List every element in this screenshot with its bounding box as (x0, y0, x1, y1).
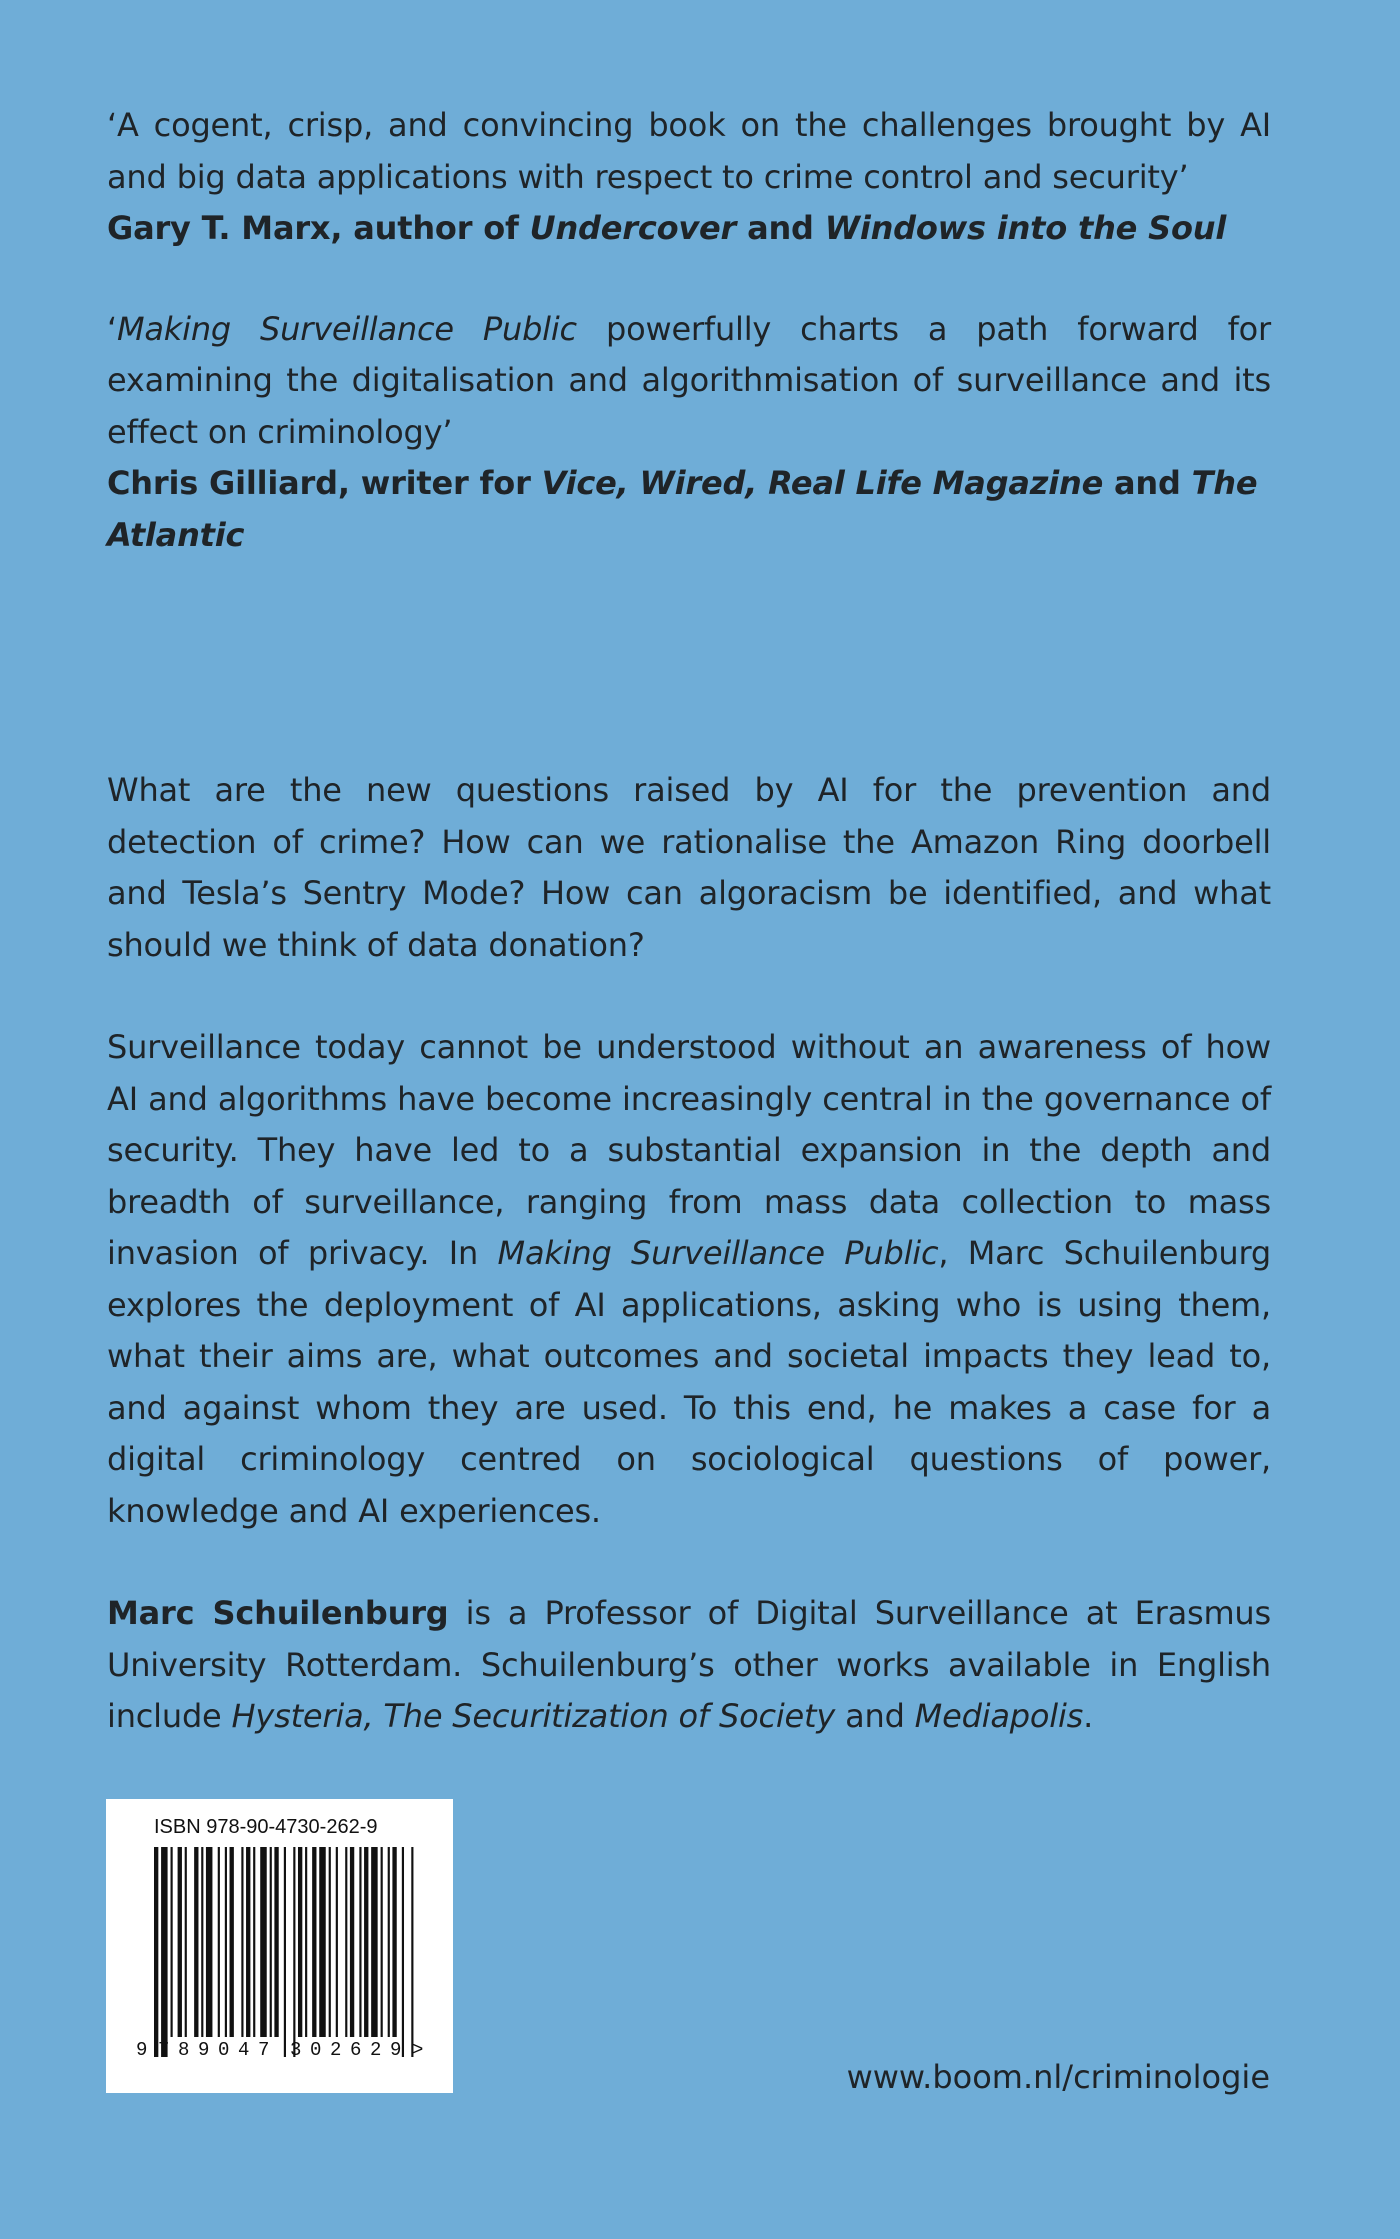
quote-book-title: Making Surveillance Public (116, 309, 577, 348)
blurb-text: , Marc Schuilenburg explores the deployment of AI applications, asking who is using them, what their aims are, what outcomes and societal impacts they lead to, and against whom they are used. To this end, he makes a case for a digital criminology centred on sociological questions of power, knowledge and AI experiences. (107, 1234, 1271, 1530)
barcode-bar (359, 1847, 361, 2037)
attribution-work: Undercover (529, 209, 737, 247)
barcode-digit: 9 (198, 2039, 210, 2061)
barcode-digit: 9 (136, 2039, 148, 2061)
barcode-bar (171, 1847, 173, 2037)
blurb-paragraph-2 (107, 1022, 1271, 1537)
barcode-bar (350, 1847, 354, 2037)
publisher-website[interactable]: www.boom.nl/criminologie (846, 2058, 1270, 2096)
barcode-bar (305, 1847, 307, 2037)
barcode-digit: 7 (158, 2039, 170, 2061)
barcode-bar (364, 1847, 368, 2037)
bio-end: . (1083, 1697, 1094, 1735)
bio-joiner: and (835, 1697, 915, 1735)
isbn-barcode (106, 1799, 453, 2093)
barcode-bar (225, 1847, 227, 2037)
quote-body: powerfully charts a path forward for examining the digitalisation and algorithmisation of surveillance and its effect on criminology’ (107, 309, 1271, 451)
barcode-bar (312, 1847, 316, 2037)
barcode-bar (260, 1847, 267, 2037)
barcode-bar (392, 1847, 396, 2037)
barcode-bar (345, 1847, 347, 2037)
barcode-bar (388, 1847, 390, 2037)
barcode-bar (201, 1847, 203, 2037)
barcode-bar (402, 1847, 404, 2057)
attribution-work: Windows into the Soul (824, 209, 1227, 247)
bio-works: Hysteria, The Securitization of Society (231, 1697, 836, 1735)
attribution-work: Vice, Wired, Real Life Magazine (541, 464, 1104, 502)
attribution-joiner: and (1103, 464, 1192, 502)
barcode-bar (270, 1847, 272, 2037)
author-name: Marc Schuilenburg (107, 1594, 449, 1632)
back-cover-text (107, 100, 1271, 1794)
blurb-book-title: Making Surveillance Public (497, 1234, 939, 1272)
barcode-bar (194, 1847, 198, 2037)
barcode-digit: 9 (390, 2039, 402, 2061)
barcode-digit: > (412, 2039, 424, 2061)
barcode-digit: 8 (178, 2039, 190, 2061)
bio-works: Mediapolis (914, 1697, 1084, 1735)
quote-attribution (107, 458, 1271, 561)
quote-text (107, 304, 1271, 459)
barcode-bar (298, 1847, 302, 2037)
barcode-bar (185, 1847, 187, 2037)
barcode-bar (218, 1847, 220, 2037)
barcode-bar (178, 1847, 182, 2037)
attribution-work: The Atlantic (107, 464, 1258, 554)
blurb-paragraph-1: What are the new questions raised by AI for the prevention and detection of crime? How can we rationalise the Amazon Ring doorbell and Tesla’s Sentry Mode? How can algoracism be identified, and what should we think of data donation? (107, 771, 1271, 964)
bio-text: is a Professor of Digital Surveillance at Erasmus University Rotterdam. Schuilenburg’s other works available in English include (107, 1594, 1271, 1735)
barcode-bar (230, 1847, 234, 2037)
barcode-digit: 3 (290, 2039, 302, 2061)
quote-open-mark: ‘ (107, 309, 117, 348)
barcode-digit: 6 (350, 2039, 362, 2061)
barcode-bar (371, 1847, 378, 2037)
barcode-bar (319, 1847, 326, 2037)
author-bio (107, 1588, 1271, 1743)
barcode-digit: 0 (310, 2039, 322, 2061)
quote-text: ‘A cogent, crisp, and convincing book on the challenges brought by AI and big data applications with respect to crime control and security’ (107, 106, 1271, 196)
barcode-bar (154, 1847, 158, 2057)
barcode-bar (381, 1847, 383, 2037)
quote-attribution (107, 203, 1271, 255)
barcode-bar (284, 1847, 286, 2057)
review-quote-2 (107, 304, 1271, 562)
barcode-digit: 2 (370, 2039, 382, 2061)
barcode-bar (274, 1847, 278, 2037)
attribution-name: Gary T. Marx, author of (107, 209, 530, 247)
attribution-name: Chris Gilliard, writer for (107, 464, 542, 502)
barcode-bar (246, 1847, 250, 2037)
barcode-bar (293, 1847, 295, 2057)
barcode-bar (411, 1847, 413, 2057)
barcode-bar (329, 1847, 331, 2037)
barcode-bars (154, 1847, 416, 2057)
isbn-number: ISBN 978-90-4730-262-9 (154, 1816, 378, 1838)
barcode-bar (253, 1847, 255, 2037)
barcode-digit: 2 (330, 2039, 342, 2061)
barcode-bar (241, 1847, 243, 2037)
barcode-digit: 0 (218, 2039, 230, 2061)
barcode-digit: 7 (258, 2039, 270, 2061)
attribution-joiner: and (736, 209, 825, 247)
barcode-bar (206, 1847, 213, 2037)
barcode-digit: 4 (238, 2039, 250, 2061)
barcode-bar (336, 1847, 338, 2037)
barcode-bar (161, 1847, 168, 2057)
review-quote-1 (107, 100, 1271, 255)
blurb-text: Surveillance today cannot be understood without an awareness of how AI and algorithms have become increasingly central in the governance of security. They have led to a substantial expansion in the depth and breadth of surveillance, ranging from mass data collection to mass invasion of privacy. In (107, 1028, 1271, 1272)
